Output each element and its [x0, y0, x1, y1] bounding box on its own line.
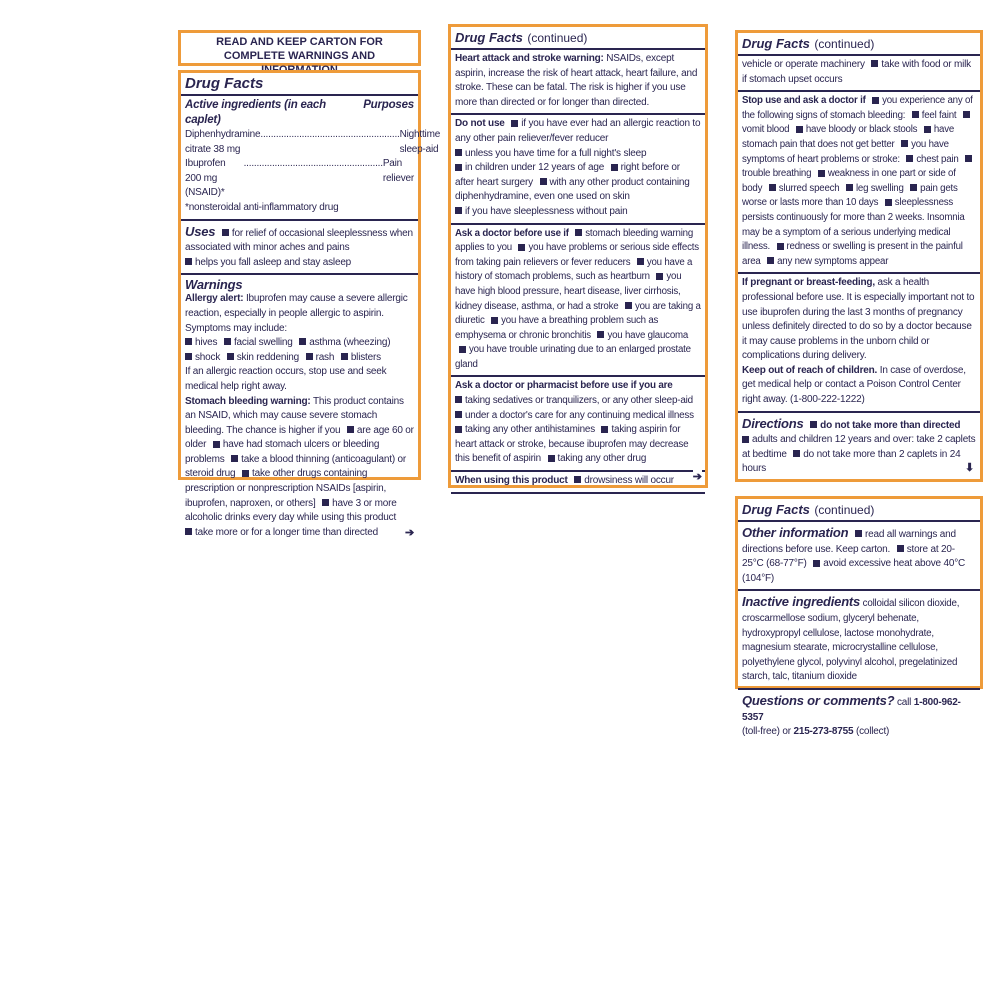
bullet-icon [455, 149, 462, 156]
bullet-icon [347, 426, 354, 433]
symptom-item: skin reddening [236, 351, 299, 363]
bullet-icon [924, 126, 931, 133]
bullet-icon [742, 436, 749, 443]
stop-use-item: chest pain [916, 153, 959, 165]
heart-attack-text: NSAIDs, except aspirin, increase the risk of heart attack, heart failure, and stroke. These can be fatal. The risk is higher if you use more than directed or for longer than directed. [455, 53, 698, 108]
ask-doctor-item: you have a breathing problem such as emphysema or chronic bronchitis [455, 315, 659, 341]
bullet-icon [518, 244, 525, 251]
toll-free-label: (toll-free) or [742, 726, 791, 738]
drug-facts-panel-3 [735, 30, 983, 482]
bullet-icon [777, 243, 784, 250]
bullet-icon [871, 60, 878, 67]
collect-label: (collect) [855, 726, 890, 738]
warnings-section [181, 275, 418, 543]
ingredient-2-name: Ibuprofen 200 mg (NSAID)* [185, 158, 226, 199]
stop-use-item: have stomach pain that does not get better [742, 124, 955, 150]
active-ingredients-heading: Active ingredients (in each caplet) [185, 99, 326, 126]
ask-doctor-item: you have a history of stomach problems, such as heartburn [455, 256, 693, 283]
do-not-use-item: with any other product containing diphenhydramine, even one used on skin [455, 176, 690, 203]
do-not-use-item: unless you have time for a full night's sleep [465, 147, 647, 159]
continued-label: (continued) [814, 503, 875, 517]
questions-section [738, 690, 980, 743]
uses-heading: Uses [185, 223, 216, 239]
bullet-icon [767, 257, 774, 264]
directions-item: do not take more than directed [820, 419, 961, 431]
stop-use-item: you have symptoms of heart problems or stroke: [742, 138, 949, 165]
drug-facts-title: Drug Facts [742, 36, 810, 51]
ask-pharmacist-item: taking any other drug [557, 453, 647, 465]
stomach-risk-item: are age 60 or older [185, 424, 414, 451]
bullet-icon [872, 97, 879, 104]
stop-use-item: trouble breathing [742, 168, 812, 180]
ask-doctor-item: you have high blood pressure, heart disease, liver cirrhosis, kidney disease, asthma, or had a stroke [455, 271, 682, 312]
keep-out-label: Keep out of reach of children. [742, 364, 878, 376]
symptom-item: shock [195, 351, 221, 363]
stomach-risk-item: have 3 or more alcoholic drinks every day while using this product [185, 497, 397, 524]
stop-use-item: redness or swelling is present in the painful area [742, 241, 963, 267]
stomach-risk-item: take more or for a longer time than directed [195, 526, 378, 538]
pregnancy-label: If pregnant or breast-feeding, [742, 277, 875, 289]
drug-facts-panel-4 [735, 496, 983, 738]
inactive-ingredients-heading: Inactive ingredients [742, 594, 861, 610]
other-information-section [738, 522, 980, 591]
pregnancy-section [738, 274, 980, 412]
symptom-item: facial swelling [233, 337, 293, 349]
bullet-icon [796, 126, 803, 133]
do-not-use-item: if you have sleeplessness without pain [465, 205, 628, 217]
stop-use-label: Stop use and ask a doctor if [742, 95, 866, 107]
inactive-ingredients-section [738, 591, 980, 690]
stomach-bleeding-label: Stomach bleeding warning: [185, 395, 311, 407]
bullet-icon [185, 258, 192, 265]
drug-facts-panel-1 [178, 70, 441, 539]
ask-doctor-item: you have problems or serious side effects from taking pain relievers or fever reducers [455, 242, 699, 268]
directions-item: adults and children 12 years and over: take 2 caplets at bedtime [742, 434, 976, 460]
uses-item: helps you fall asleep and stay asleep [195, 256, 352, 268]
bullet-icon [813, 560, 820, 567]
bullet-icon [901, 140, 908, 147]
carton-notice-box [178, 30, 421, 66]
when-using-item: drowsiness will occur [584, 475, 674, 487]
do-not-use-item: if you have ever had an allergic reaction to any other pain reliever/fever reducer [455, 118, 701, 144]
do-not-use-label: Do not use [455, 118, 505, 130]
title-section [738, 33, 980, 56]
stop-use-item: vomit blood [742, 124, 790, 136]
when-using-continued-section [738, 56, 980, 92]
ask-doctor-label: Ask a doctor before use if [455, 227, 569, 239]
bullet-icon [540, 178, 547, 185]
nsaid-footnote: *nonsteroidal anti-inflammatory drug [185, 201, 339, 213]
stomach-risk-item: have had stomach ulcers or bleeding problems [185, 439, 380, 465]
stop-use-item: any new symptoms appear [777, 255, 889, 267]
bullet-icon [574, 476, 581, 483]
purposes-heading: Purposes [363, 99, 414, 111]
symptom-item: blisters [350, 351, 381, 363]
allergy-alert-text: Ibuprofen may cause a severe allergic reaction, especially in people allergic to aspirin. Symptoms may include: [185, 293, 408, 334]
ingredient-2-purpose: Pain reliever [382, 158, 415, 184]
do-not-use-item: right before or after heart surgery [455, 162, 680, 188]
continue-arrow-icon: ➔ [404, 526, 414, 539]
other-info-item: read all warnings and directions before use. Keep carton. [742, 529, 956, 555]
bullet-icon [855, 530, 862, 537]
stop-use-item: weakness in one part or side of body [742, 168, 956, 194]
drug-facts-title: Drug Facts [455, 30, 523, 45]
allergy-alert-label: Allergy alert: [185, 293, 244, 305]
bullet-icon [793, 450, 800, 457]
bullet-icon [611, 164, 618, 171]
bullet-icon [818, 170, 825, 177]
other-info-item: avoid excessive heat above 40°C (104°F) [742, 558, 966, 584]
bullet-icon [601, 426, 608, 433]
bullet-icon [637, 258, 644, 265]
questions-heading: Questions or comments? [742, 692, 895, 708]
symptom-item: asthma (wheezing) [309, 337, 391, 349]
bullet-icon [455, 164, 462, 171]
stomach-risk-item: take a blood thinning (anticoagulant) or steroid drug [185, 453, 407, 480]
bullet-icon [242, 470, 249, 477]
keep-out-text: In case of overdose, get medical help or contact a Poison Control Center right away. (1-800-222-1222) [742, 364, 966, 406]
continued-label: (continued) [814, 37, 875, 51]
bullet-icon [306, 353, 313, 360]
bullet-icon [185, 353, 192, 360]
toll-free-phone: 1-800-962-5357 [742, 696, 961, 723]
ask-pharmacist-item: taking sedatives or tranquilizers, or any other sleep-aid [465, 395, 693, 407]
symptom-item: hives [195, 337, 218, 349]
drug-facts-title: Drug Facts [185, 75, 264, 92]
ask-pharmacist-item: taking any other antihistamines [465, 424, 595, 436]
bullet-icon [459, 346, 466, 353]
stop-use-item: sleeplessness persists continuously for more than 2 weeks. Insomnia may be a symptom of a serious underlying medical illness. [742, 197, 965, 253]
drug-facts-panel-2 [448, 24, 708, 488]
bullet-icon [231, 455, 238, 462]
bullet-icon [575, 229, 582, 236]
title-section [738, 499, 980, 522]
bullet-icon [455, 411, 462, 418]
symptom-item: rash [315, 351, 335, 363]
title-section [181, 73, 418, 96]
bullet-icon [906, 155, 913, 162]
stop-use-item: pain gets worse or lasts more than 10 days [742, 182, 958, 209]
heart-attack-section [451, 50, 705, 115]
do-not-use-section [451, 115, 705, 224]
allergy-alert-end: If an allergic reaction occurs, stop use and seek medical help right away. [185, 366, 387, 392]
bullet-icon [846, 184, 853, 191]
when-using-label: When using this product [455, 475, 568, 487]
bullet-icon [625, 302, 632, 309]
inactive-ingredients-text: colloidal silicon dioxide, croscarmellose sodium, glyceryl behenate, hydroxypropyl cellulose, lactose monohydrate, magnesium stearate, microcrystalline cellulose, polyethylene glycol, polyvinyl alcohol, pregelatinized starch, talc, titanium dioxide [742, 598, 960, 683]
active-ingredients-section: Active ingredients (in each caplet) Purposes Diphenhydramine citrate 38 mg ...................................................... Nighttime sleep-aid Ibuprofen 200 mg (NSAID)* ...................................................... Pain reliever *nonsteroidal anti-inflammatory drug [181, 96, 418, 221]
directions-item: do not take more than 2 caplets in 24 hours [742, 448, 961, 475]
bullet-icon [222, 229, 229, 236]
directions-heading: Directions [742, 415, 804, 431]
when-using-item: take with food or milk if stomach upset occurs [742, 59, 971, 85]
bullet-icon [185, 528, 192, 535]
directions-section [738, 413, 980, 480]
stop-use-section [738, 92, 980, 274]
ask-doctor-item: you have trouble urinating due to an enlarged prostate gland [455, 344, 691, 370]
questions-call-text: call [896, 696, 912, 708]
stop-use-item: have bloody or black stools [805, 124, 918, 136]
pregnancy-text: ask a health professional before use. It is especially important not to use ibuprofen during the last 3 months of pregnancy unless definitely directed to do so by a doctor because it may cause problems in the unborn child or complications during delivery. [742, 277, 975, 362]
bullet-icon [910, 184, 917, 191]
bullet-icon [810, 421, 817, 428]
ask-pharmacist-section [451, 377, 705, 472]
collect-phone: 215-273-8755 [793, 726, 854, 738]
bullet-icon [597, 331, 604, 338]
bullet-icon [885, 199, 892, 206]
bullet-icon [341, 353, 348, 360]
uses-section [181, 221, 418, 276]
bullet-icon [322, 499, 329, 506]
stop-use-item: slurred speech [778, 182, 840, 194]
bullet-icon [224, 338, 231, 345]
stop-use-item: leg swelling [855, 182, 904, 194]
bullet-icon [656, 273, 663, 280]
continued-label: (continued) [527, 31, 588, 45]
bullet-icon [185, 338, 192, 345]
ask-doctor-item: stomach bleeding warning applies to you [455, 227, 694, 254]
drug-facts-title: Drug Facts [742, 502, 810, 517]
title-section [451, 27, 705, 50]
ingredient-1-name: Diphenhydramine citrate 38 mg [185, 129, 261, 155]
bullet-icon [897, 545, 904, 552]
ask-doctor-item: you are taking a diuretic [455, 300, 701, 327]
stop-use-item: feel faint [921, 109, 957, 121]
stop-use-intro: you experience any of the following signs of stomach bleeding: [742, 95, 973, 121]
bullet-icon [455, 426, 462, 433]
ask-doctor-item: you have glaucoma [607, 329, 689, 341]
stomach-bleeding-text: This product contains an NSAID, which may cause severe stomach bleeding. The chance is higher if you [185, 395, 404, 436]
bullet-icon [965, 155, 972, 162]
warnings-heading: Warnings [185, 277, 243, 293]
uses-item: for relief of occasional sleeplessness when associated with minor aches and pains [185, 227, 413, 254]
other-information-heading: Other information [742, 525, 849, 540]
continue-arrow-icon: ➔ [692, 471, 702, 483]
bullet-icon [455, 207, 462, 214]
ask-pharmacist-label: Ask a doctor or pharmacist before use if you are [455, 380, 673, 392]
stomach-risk-item: take other drugs containing prescription or nonprescription NSAIDs [aspirin, ibuprofen, naproxen, or others] [185, 468, 387, 509]
bullet-icon [227, 353, 234, 360]
bullet-icon [769, 184, 776, 191]
bullet-icon [491, 317, 498, 324]
do-not-use-item: in children under 12 years of age [465, 162, 605, 174]
when-using-item: vehicle or operate machinery [742, 59, 865, 70]
other-info-item: store at 20-25°C (68-77°F) [742, 543, 955, 570]
bullet-icon [912, 111, 919, 118]
bullet-icon [299, 338, 306, 345]
ask-pharmacist-item: under a doctor's care for any continuing medical illness [465, 409, 694, 421]
ask-pharmacist-item: taking aspirin for heart attack or stroke, because ibuprofen may decrease this benefit of aspirin [455, 424, 689, 465]
carton-notice: READ AND KEEP CARTON FOR COMPLETE WARNINGS AND [216, 36, 383, 62]
when-using-section [451, 472, 705, 494]
continue-down-arrow-icon: ⬇ [964, 462, 974, 475]
ask-doctor-section [451, 225, 705, 378]
ingredient-1-purpose: Nighttime sleep-aid [399, 129, 441, 155]
bullet-icon [511, 120, 518, 127]
bullet-icon [213, 441, 220, 448]
bullet-icon [455, 396, 462, 403]
bullet-icon [548, 455, 555, 462]
bullet-icon [963, 111, 970, 118]
heart-attack-label: Heart attack and stroke warning: [455, 53, 604, 64]
